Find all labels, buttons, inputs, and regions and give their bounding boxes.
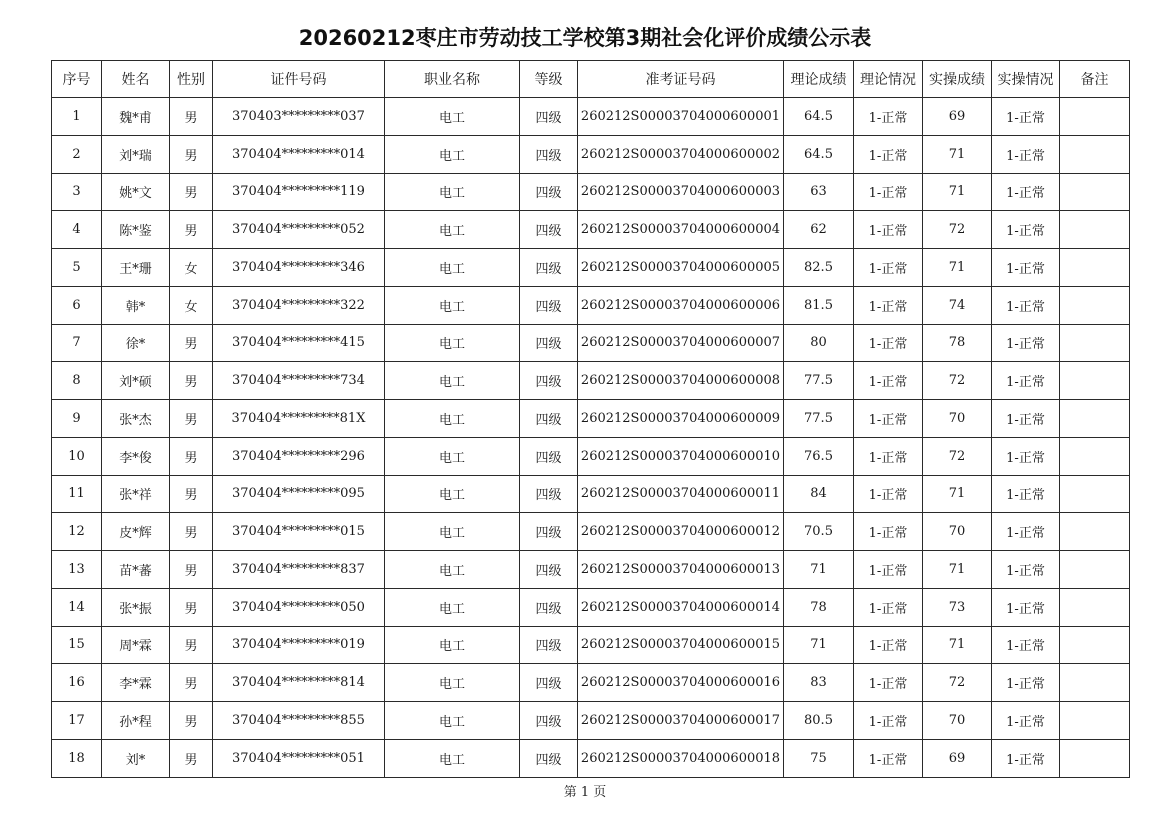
cell-gender: 男 xyxy=(170,437,213,475)
header-cell: 证件号码 xyxy=(213,61,385,98)
cell-id-number: 370404*********855 xyxy=(213,702,385,740)
cell-level: 四级 xyxy=(520,475,578,513)
cell-practical-status: 1-正常 xyxy=(992,286,1060,324)
cell-id-number: 370404*********814 xyxy=(213,664,385,702)
cell-practical-status: 1-正常 xyxy=(992,588,1060,626)
cell-practical-status: 1-正常 xyxy=(992,437,1060,475)
cell-theory-score: 75 xyxy=(784,739,854,777)
cell-remarks xyxy=(1060,249,1130,287)
cell-practical-status: 1-正常 xyxy=(992,664,1060,702)
cell-theory-score: 71 xyxy=(784,626,854,664)
header-cell: 备注 xyxy=(1060,61,1130,98)
cell-practical-score: 72 xyxy=(923,664,992,702)
cell-theory-status: 1-正常 xyxy=(854,437,923,475)
table-row xyxy=(52,513,1130,551)
cell-name: 孙*程 xyxy=(102,702,170,740)
cell-occupation: 电工 xyxy=(385,626,520,664)
table-row xyxy=(52,400,1130,438)
cell-theory-status: 1-正常 xyxy=(854,513,923,551)
cell-practical-status: 1-正常 xyxy=(992,324,1060,362)
cell-occupation: 电工 xyxy=(385,664,520,702)
cell-id-number: 370404*********051 xyxy=(213,739,385,777)
cell-practical-status: 1-正常 xyxy=(992,362,1060,400)
document-title: 20260212枣庄市劳动技工学校第3期社会化评价成绩公示表 xyxy=(298,26,872,50)
cell-theory-score: 83 xyxy=(784,664,854,702)
cell-name: 王*珊 xyxy=(102,249,170,287)
cell-practical-status: 1-正常 xyxy=(992,400,1060,438)
cell-remarks xyxy=(1060,664,1130,702)
cell-name: 姚*文 xyxy=(102,173,170,211)
cell-occupation: 电工 xyxy=(385,702,520,740)
cell-practical-status: 1-正常 xyxy=(992,211,1060,249)
cell-theory-status: 1-正常 xyxy=(854,400,923,438)
cell-theory-score: 80 xyxy=(784,324,854,362)
table-row xyxy=(52,702,1130,740)
cell-remarks xyxy=(1060,135,1130,173)
cell-level: 四级 xyxy=(520,626,578,664)
header-cell: 准考证号码 xyxy=(578,61,784,98)
cell-id-number: 370404*********119 xyxy=(213,173,385,211)
cell-seq: 11 xyxy=(52,475,102,513)
cell-ticket-number: 260212S00003704000600012 xyxy=(578,513,784,551)
cell-remarks xyxy=(1060,437,1130,475)
cell-practical-status: 1-正常 xyxy=(992,626,1060,664)
cell-practical-score: 71 xyxy=(923,249,992,287)
cell-seq: 6 xyxy=(52,286,102,324)
cell-name: 刘*瑞 xyxy=(102,135,170,173)
table-row xyxy=(52,362,1130,400)
cell-ticket-number: 260212S00003704000600011 xyxy=(578,475,784,513)
cell-practical-status: 1-正常 xyxy=(992,739,1060,777)
cell-name: 苗*蕃 xyxy=(102,551,170,589)
cell-name: 魏*甫 xyxy=(102,98,170,136)
cell-practical-score: 71 xyxy=(923,173,992,211)
cell-gender: 男 xyxy=(170,173,213,211)
cell-remarks xyxy=(1060,702,1130,740)
cell-practical-status: 1-正常 xyxy=(992,135,1060,173)
cell-occupation: 电工 xyxy=(385,513,520,551)
cell-practical-status: 1-正常 xyxy=(992,173,1060,211)
cell-gender: 男 xyxy=(170,739,213,777)
cell-gender: 男 xyxy=(170,513,213,551)
cell-theory-score: 70.5 xyxy=(784,513,854,551)
cell-ticket-number: 260212S00003704000600002 xyxy=(578,135,784,173)
cell-seq: 18 xyxy=(52,739,102,777)
cell-remarks xyxy=(1060,362,1130,400)
cell-practical-status: 1-正常 xyxy=(992,513,1060,551)
cell-ticket-number: 260212S00003704000600006 xyxy=(578,286,784,324)
cell-gender: 女 xyxy=(170,249,213,287)
cell-level: 四级 xyxy=(520,588,578,626)
cell-level: 四级 xyxy=(520,362,578,400)
cell-occupation: 电工 xyxy=(385,475,520,513)
header-cell: 实操成绩 xyxy=(923,61,992,98)
cell-theory-score: 71 xyxy=(784,551,854,589)
cell-name: 李*霖 xyxy=(102,664,170,702)
cell-seq: 9 xyxy=(52,400,102,438)
cell-theory-score: 76.5 xyxy=(784,437,854,475)
table-row xyxy=(52,475,1130,513)
cell-practical-score: 74 xyxy=(923,286,992,324)
cell-seq: 2 xyxy=(52,135,102,173)
cell-remarks xyxy=(1060,173,1130,211)
cell-id-number: 370404*********837 xyxy=(213,551,385,589)
cell-remarks xyxy=(1060,400,1130,438)
cell-theory-status: 1-正常 xyxy=(854,173,923,211)
cell-level: 四级 xyxy=(520,98,578,136)
table-row xyxy=(52,98,1130,136)
cell-occupation: 电工 xyxy=(385,286,520,324)
cell-seq: 4 xyxy=(52,211,102,249)
cell-occupation: 电工 xyxy=(385,211,520,249)
cell-theory-status: 1-正常 xyxy=(854,324,923,362)
cell-theory-score: 82.5 xyxy=(784,249,854,287)
cell-gender: 男 xyxy=(170,135,213,173)
cell-level: 四级 xyxy=(520,173,578,211)
cell-theory-score: 62 xyxy=(784,211,854,249)
cell-remarks xyxy=(1060,324,1130,362)
cell-theory-score: 78 xyxy=(784,588,854,626)
cell-practical-score: 72 xyxy=(923,437,992,475)
header-cell: 序号 xyxy=(52,61,102,98)
cell-level: 四级 xyxy=(520,135,578,173)
cell-id-number: 370404*********095 xyxy=(213,475,385,513)
cell-seq: 15 xyxy=(52,626,102,664)
table-row xyxy=(52,437,1130,475)
cell-occupation: 电工 xyxy=(385,551,520,589)
cell-seq: 14 xyxy=(52,588,102,626)
cell-theory-status: 1-正常 xyxy=(854,664,923,702)
cell-practical-score: 70 xyxy=(923,702,992,740)
cell-remarks xyxy=(1060,475,1130,513)
cell-remarks xyxy=(1060,98,1130,136)
header-cell: 职业名称 xyxy=(385,61,520,98)
cell-remarks xyxy=(1060,513,1130,551)
cell-ticket-number: 260212S00003704000600016 xyxy=(578,664,784,702)
cell-theory-score: 63 xyxy=(784,173,854,211)
cell-id-number: 370404*********015 xyxy=(213,513,385,551)
cell-gender: 男 xyxy=(170,324,213,362)
cell-remarks xyxy=(1060,588,1130,626)
cell-seq: 8 xyxy=(52,362,102,400)
cell-theory-status: 1-正常 xyxy=(854,249,923,287)
cell-id-number: 370404*********014 xyxy=(213,135,385,173)
cell-ticket-number: 260212S00003704000600013 xyxy=(578,551,784,589)
cell-remarks xyxy=(1060,211,1130,249)
cell-gender: 男 xyxy=(170,362,213,400)
cell-gender: 男 xyxy=(170,400,213,438)
score-table xyxy=(51,60,1130,778)
cell-theory-status: 1-正常 xyxy=(854,211,923,249)
cell-theory-status: 1-正常 xyxy=(854,739,923,777)
cell-occupation: 电工 xyxy=(385,173,520,211)
cell-gender: 男 xyxy=(170,664,213,702)
cell-practical-score: 69 xyxy=(923,98,992,136)
cell-practical-status: 1-正常 xyxy=(992,475,1060,513)
cell-theory-score: 84 xyxy=(784,475,854,513)
cell-ticket-number: 260212S00003704000600017 xyxy=(578,702,784,740)
cell-ticket-number: 260212S00003704000600007 xyxy=(578,324,784,362)
cell-theory-status: 1-正常 xyxy=(854,98,923,136)
table-body xyxy=(52,98,1130,778)
cell-name: 刘* xyxy=(102,739,170,777)
header-cell: 姓名 xyxy=(102,61,170,98)
cell-occupation: 电工 xyxy=(385,400,520,438)
cell-ticket-number: 260212S00003704000600010 xyxy=(578,437,784,475)
cell-remarks xyxy=(1060,286,1130,324)
cell-seq: 1 xyxy=(52,98,102,136)
cell-name: 李*俊 xyxy=(102,437,170,475)
table-row xyxy=(52,135,1130,173)
header-cell: 实操情况 xyxy=(992,61,1060,98)
cell-name: 张*振 xyxy=(102,588,170,626)
cell-level: 四级 xyxy=(520,286,578,324)
cell-id-number: 370403*********037 xyxy=(213,98,385,136)
cell-seq: 16 xyxy=(52,664,102,702)
cell-id-number: 370404*********322 xyxy=(213,286,385,324)
cell-gender: 男 xyxy=(170,702,213,740)
cell-practical-score: 71 xyxy=(923,626,992,664)
cell-remarks xyxy=(1060,551,1130,589)
header-cell: 性别 xyxy=(170,61,213,98)
cell-ticket-number: 260212S00003704000600018 xyxy=(578,739,784,777)
header-cell: 等级 xyxy=(520,61,578,98)
cell-theory-score: 77.5 xyxy=(784,362,854,400)
cell-theory-status: 1-正常 xyxy=(854,702,923,740)
cell-name: 周*霖 xyxy=(102,626,170,664)
cell-gender: 女 xyxy=(170,286,213,324)
cell-ticket-number: 260212S00003704000600015 xyxy=(578,626,784,664)
cell-theory-status: 1-正常 xyxy=(854,475,923,513)
cell-name: 陈*鉴 xyxy=(102,211,170,249)
cell-theory-status: 1-正常 xyxy=(854,588,923,626)
cell-occupation: 电工 xyxy=(385,588,520,626)
cell-theory-score: 77.5 xyxy=(784,400,854,438)
cell-seq: 3 xyxy=(52,173,102,211)
cell-ticket-number: 260212S00003704000600005 xyxy=(578,249,784,287)
cell-gender: 男 xyxy=(170,475,213,513)
cell-occupation: 电工 xyxy=(385,437,520,475)
page-number: 第 1 页 xyxy=(563,785,607,800)
table-row xyxy=(52,551,1130,589)
cell-practical-score: 69 xyxy=(923,739,992,777)
cell-level: 四级 xyxy=(520,513,578,551)
cell-level: 四级 xyxy=(520,739,578,777)
cell-seq: 10 xyxy=(52,437,102,475)
table-row xyxy=(52,286,1130,324)
cell-ticket-number: 260212S00003704000600004 xyxy=(578,211,784,249)
cell-seq: 7 xyxy=(52,324,102,362)
cell-occupation: 电工 xyxy=(385,135,520,173)
cell-level: 四级 xyxy=(520,249,578,287)
cell-id-number: 370404*********296 xyxy=(213,437,385,475)
cell-level: 四级 xyxy=(520,324,578,362)
cell-occupation: 电工 xyxy=(385,98,520,136)
cell-id-number: 370404*********81X xyxy=(213,400,385,438)
cell-gender: 男 xyxy=(170,211,213,249)
cell-theory-status: 1-正常 xyxy=(854,551,923,589)
table-row xyxy=(52,664,1130,702)
cell-remarks xyxy=(1060,626,1130,664)
cell-practical-status: 1-正常 xyxy=(992,98,1060,136)
table-row xyxy=(52,211,1130,249)
cell-level: 四级 xyxy=(520,702,578,740)
cell-id-number: 370404*********019 xyxy=(213,626,385,664)
cell-remarks xyxy=(1060,739,1130,777)
cell-theory-score: 80.5 xyxy=(784,702,854,740)
cell-name: 徐* xyxy=(102,324,170,362)
table-row xyxy=(52,626,1130,664)
cell-theory-status: 1-正常 xyxy=(854,626,923,664)
cell-level: 四级 xyxy=(520,664,578,702)
cell-practical-score: 71 xyxy=(923,475,992,513)
cell-ticket-number: 260212S00003704000600014 xyxy=(578,588,784,626)
cell-seq: 5 xyxy=(52,249,102,287)
cell-theory-status: 1-正常 xyxy=(854,362,923,400)
cell-occupation: 电工 xyxy=(385,249,520,287)
cell-id-number: 370404*********415 xyxy=(213,324,385,362)
cell-practical-score: 71 xyxy=(923,135,992,173)
cell-practical-status: 1-正常 xyxy=(992,249,1060,287)
table-header-row xyxy=(52,61,1130,98)
cell-id-number: 370404*********734 xyxy=(213,362,385,400)
cell-level: 四级 xyxy=(520,551,578,589)
cell-occupation: 电工 xyxy=(385,362,520,400)
cell-theory-status: 1-正常 xyxy=(854,286,923,324)
cell-practical-score: 70 xyxy=(923,513,992,551)
cell-seq: 13 xyxy=(52,551,102,589)
cell-theory-score: 81.5 xyxy=(784,286,854,324)
cell-name: 刘*硕 xyxy=(102,362,170,400)
cell-level: 四级 xyxy=(520,400,578,438)
cell-gender: 男 xyxy=(170,98,213,136)
cell-occupation: 电工 xyxy=(385,739,520,777)
table-row xyxy=(52,588,1130,626)
table-row xyxy=(52,249,1130,287)
cell-theory-status: 1-正常 xyxy=(854,135,923,173)
cell-seq: 17 xyxy=(52,702,102,740)
cell-practical-score: 71 xyxy=(923,551,992,589)
cell-theory-score: 64.5 xyxy=(784,135,854,173)
cell-ticket-number: 260212S00003704000600001 xyxy=(578,98,784,136)
cell-level: 四级 xyxy=(520,211,578,249)
cell-practical-score: 70 xyxy=(923,400,992,438)
cell-practical-status: 1-正常 xyxy=(992,702,1060,740)
cell-practical-score: 78 xyxy=(923,324,992,362)
cell-practical-status: 1-正常 xyxy=(992,551,1060,589)
cell-occupation: 电工 xyxy=(385,324,520,362)
cell-practical-score: 72 xyxy=(923,211,992,249)
cell-ticket-number: 260212S00003704000600003 xyxy=(578,173,784,211)
cell-level: 四级 xyxy=(520,437,578,475)
cell-gender: 男 xyxy=(170,588,213,626)
cell-practical-score: 73 xyxy=(923,588,992,626)
cell-practical-score: 72 xyxy=(923,362,992,400)
cell-id-number: 370404*********346 xyxy=(213,249,385,287)
cell-name: 皮*辉 xyxy=(102,513,170,551)
table-row xyxy=(52,173,1130,211)
cell-name: 张*杰 xyxy=(102,400,170,438)
cell-id-number: 370404*********052 xyxy=(213,211,385,249)
table-row xyxy=(52,324,1130,362)
table-row xyxy=(52,739,1130,777)
cell-gender: 男 xyxy=(170,626,213,664)
cell-id-number: 370404*********050 xyxy=(213,588,385,626)
header-cell: 理论情况 xyxy=(854,61,923,98)
cell-ticket-number: 260212S00003704000600009 xyxy=(578,400,784,438)
header-cell: 理论成绩 xyxy=(784,61,854,98)
cell-theory-score: 64.5 xyxy=(784,98,854,136)
cell-name: 张*祥 xyxy=(102,475,170,513)
cell-seq: 12 xyxy=(52,513,102,551)
cell-gender: 男 xyxy=(170,551,213,589)
cell-name: 韩* xyxy=(102,286,170,324)
cell-ticket-number: 260212S00003704000600008 xyxy=(578,362,784,400)
